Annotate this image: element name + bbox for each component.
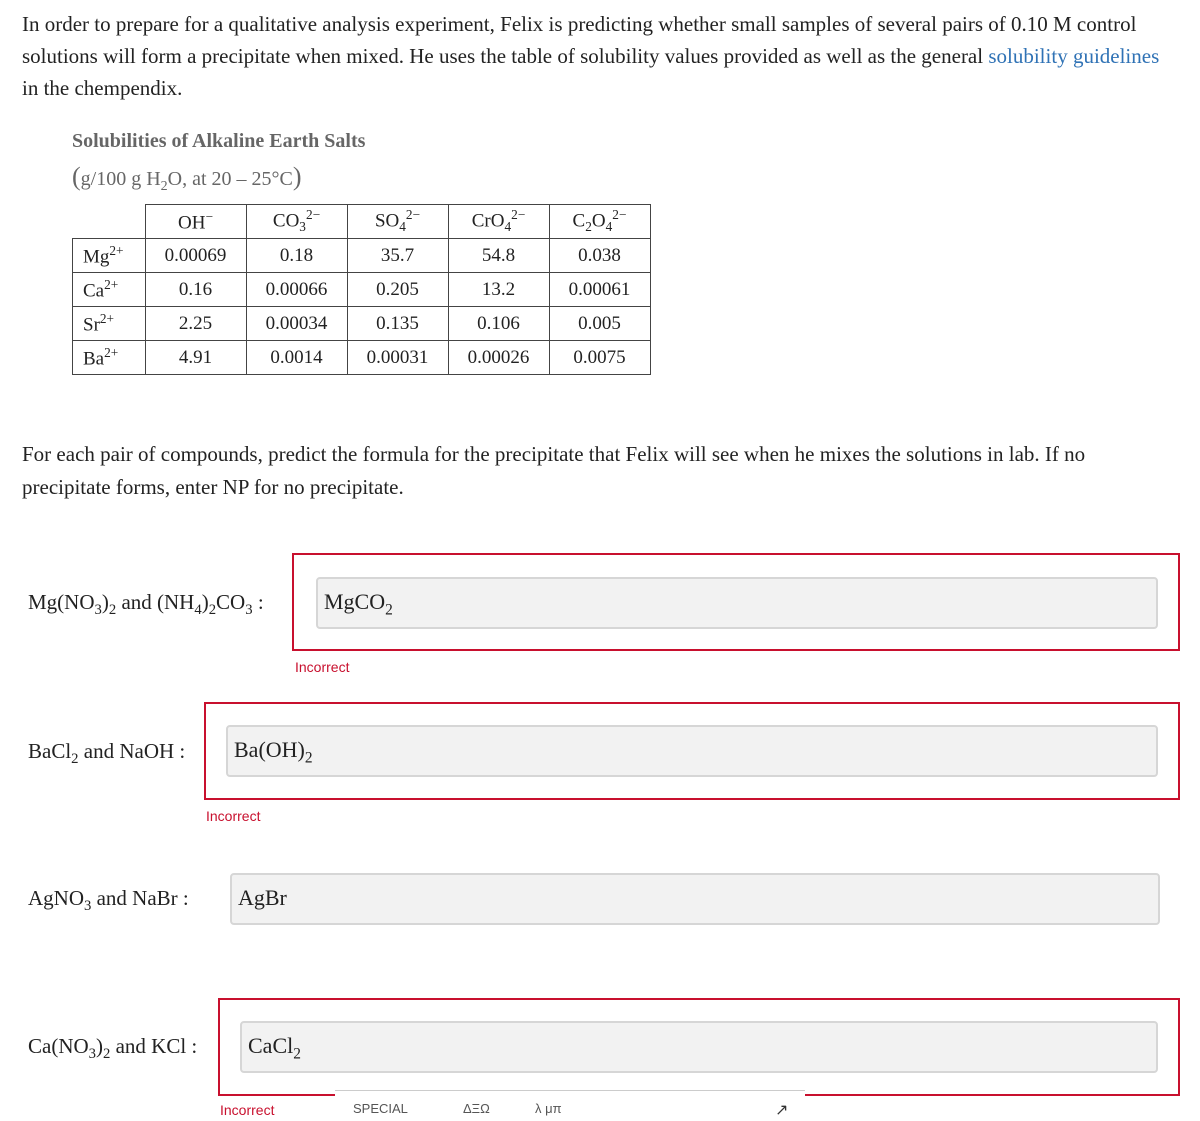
table-cell: 0.135 xyxy=(347,307,448,341)
answer-input-2[interactable] xyxy=(226,725,1158,777)
table-cell: 0.0075 xyxy=(549,341,650,375)
table-cell: 0.00061 xyxy=(549,273,650,307)
table-row xyxy=(73,341,651,375)
toolbar-greek-lower-button[interactable]: λ μπ xyxy=(535,1101,562,1116)
table-cell: 0.106 xyxy=(448,307,549,341)
feedback-1: Incorrect xyxy=(295,659,350,675)
col-header-chromate: CrO$_4^{2-}$ xyxy=(448,205,549,239)
question-1-label: $Mg(NO_3)_2$ and $(NH_4)_2CO_3$ : xyxy=(28,590,264,619)
table-cell: 0.00066 xyxy=(246,273,347,307)
toolbar-special-button[interactable]: SPECIAL xyxy=(353,1101,408,1116)
intro-paragraph xyxy=(22,8,1172,104)
expand-arrow-icon[interactable]: ↗ xyxy=(775,1100,789,1119)
answer-input-4[interactable] xyxy=(240,1021,1158,1073)
row-ion-ca: $Ca^{2+}$ xyxy=(73,273,146,307)
question-prompt: For each pair of compounds, predict the formula for the precipitate that Felix will see when he mixes the solutions in lab. If no precipitate forms, enter NP for no precipitate. xyxy=(22,442,1086,499)
table-row xyxy=(73,239,651,273)
table-title: Solubilities of Alkaline Earth Salts xyxy=(72,130,366,152)
solubility-table xyxy=(72,204,651,375)
answer-4-value: CaCl$_2$ xyxy=(248,1033,301,1063)
table-row xyxy=(73,307,651,341)
col-header-hydroxide: OH− xyxy=(145,205,246,239)
row-ion-sr: $Sr^{2+}$ xyxy=(73,307,146,341)
table-cell: 0.00069 xyxy=(145,239,246,273)
answer-3-value: AgBr xyxy=(238,885,287,910)
table-cell: 0.00026 xyxy=(448,341,549,375)
table-cell: 0.038 xyxy=(549,239,650,273)
table-cell: 0.00031 xyxy=(347,341,448,375)
table-cell: 0.205 xyxy=(347,273,448,307)
feedback-4: Incorrect xyxy=(220,1102,275,1118)
toolbar-greek-upper-button[interactable]: ΔΞΩ xyxy=(463,1101,490,1116)
table-cell: 2.25 xyxy=(145,307,246,341)
table-cell: 0.16 xyxy=(145,273,246,307)
table-cell: 0.18 xyxy=(246,239,347,273)
answer-input-1[interactable] xyxy=(316,577,1158,629)
col-header-carbonate: $CO_3^{2-}$ xyxy=(246,205,347,239)
answer-2-value: $Ba(OH)_2$ xyxy=(234,737,313,767)
table-cell: 0.0014 xyxy=(246,341,347,375)
feedback-2: Incorrect xyxy=(206,808,261,824)
solubility-guidelines-link[interactable]: solubility guidelines xyxy=(988,44,1160,68)
intro-text-end: in the chempendix. xyxy=(22,76,183,100)
table-cell: 54.8 xyxy=(448,239,549,273)
row-ion-mg: $Mg^{2+}$ xyxy=(73,239,146,273)
answer-input-3[interactable] xyxy=(230,873,1160,925)
table-corner xyxy=(73,205,146,239)
table-subtitle: (g/100 g $H_2O$, at 20 – 25°C) xyxy=(72,162,302,194)
col-header-sulfate: $SO_4^{2-}$ xyxy=(347,205,448,239)
question-2-label: BaCl$_2$ and NaOH : xyxy=(28,739,186,768)
symbol-toolbar xyxy=(335,1090,805,1121)
question-3-label: AgNO$_3$ and NaBr : xyxy=(28,886,189,915)
intro-text: In order to prepare for a qualitative analysis experiment, Felix is predicting whether small samples of several pairs of 0.10 M control solutions will form a precipitate when mixed. He uses the table of solubility values provided as well as the general xyxy=(22,12,1137,68)
table-cell: 13.2 xyxy=(448,273,549,307)
table-cell: 0.00034 xyxy=(246,307,347,341)
col-header-oxalate: $C_2O_4^{2-}$ xyxy=(549,205,650,239)
row-ion-ba: $Ba^{2+}$ xyxy=(73,341,146,375)
table-cell: 4.91 xyxy=(145,341,246,375)
table-row xyxy=(73,273,651,307)
table-cell: 35.7 xyxy=(347,239,448,273)
table-cell: 0.005 xyxy=(549,307,650,341)
question-4-label: $Ca(NO_3)_2$ and KCl : xyxy=(28,1034,198,1063)
answer-1-value: MgCO$_2$ xyxy=(324,589,393,619)
